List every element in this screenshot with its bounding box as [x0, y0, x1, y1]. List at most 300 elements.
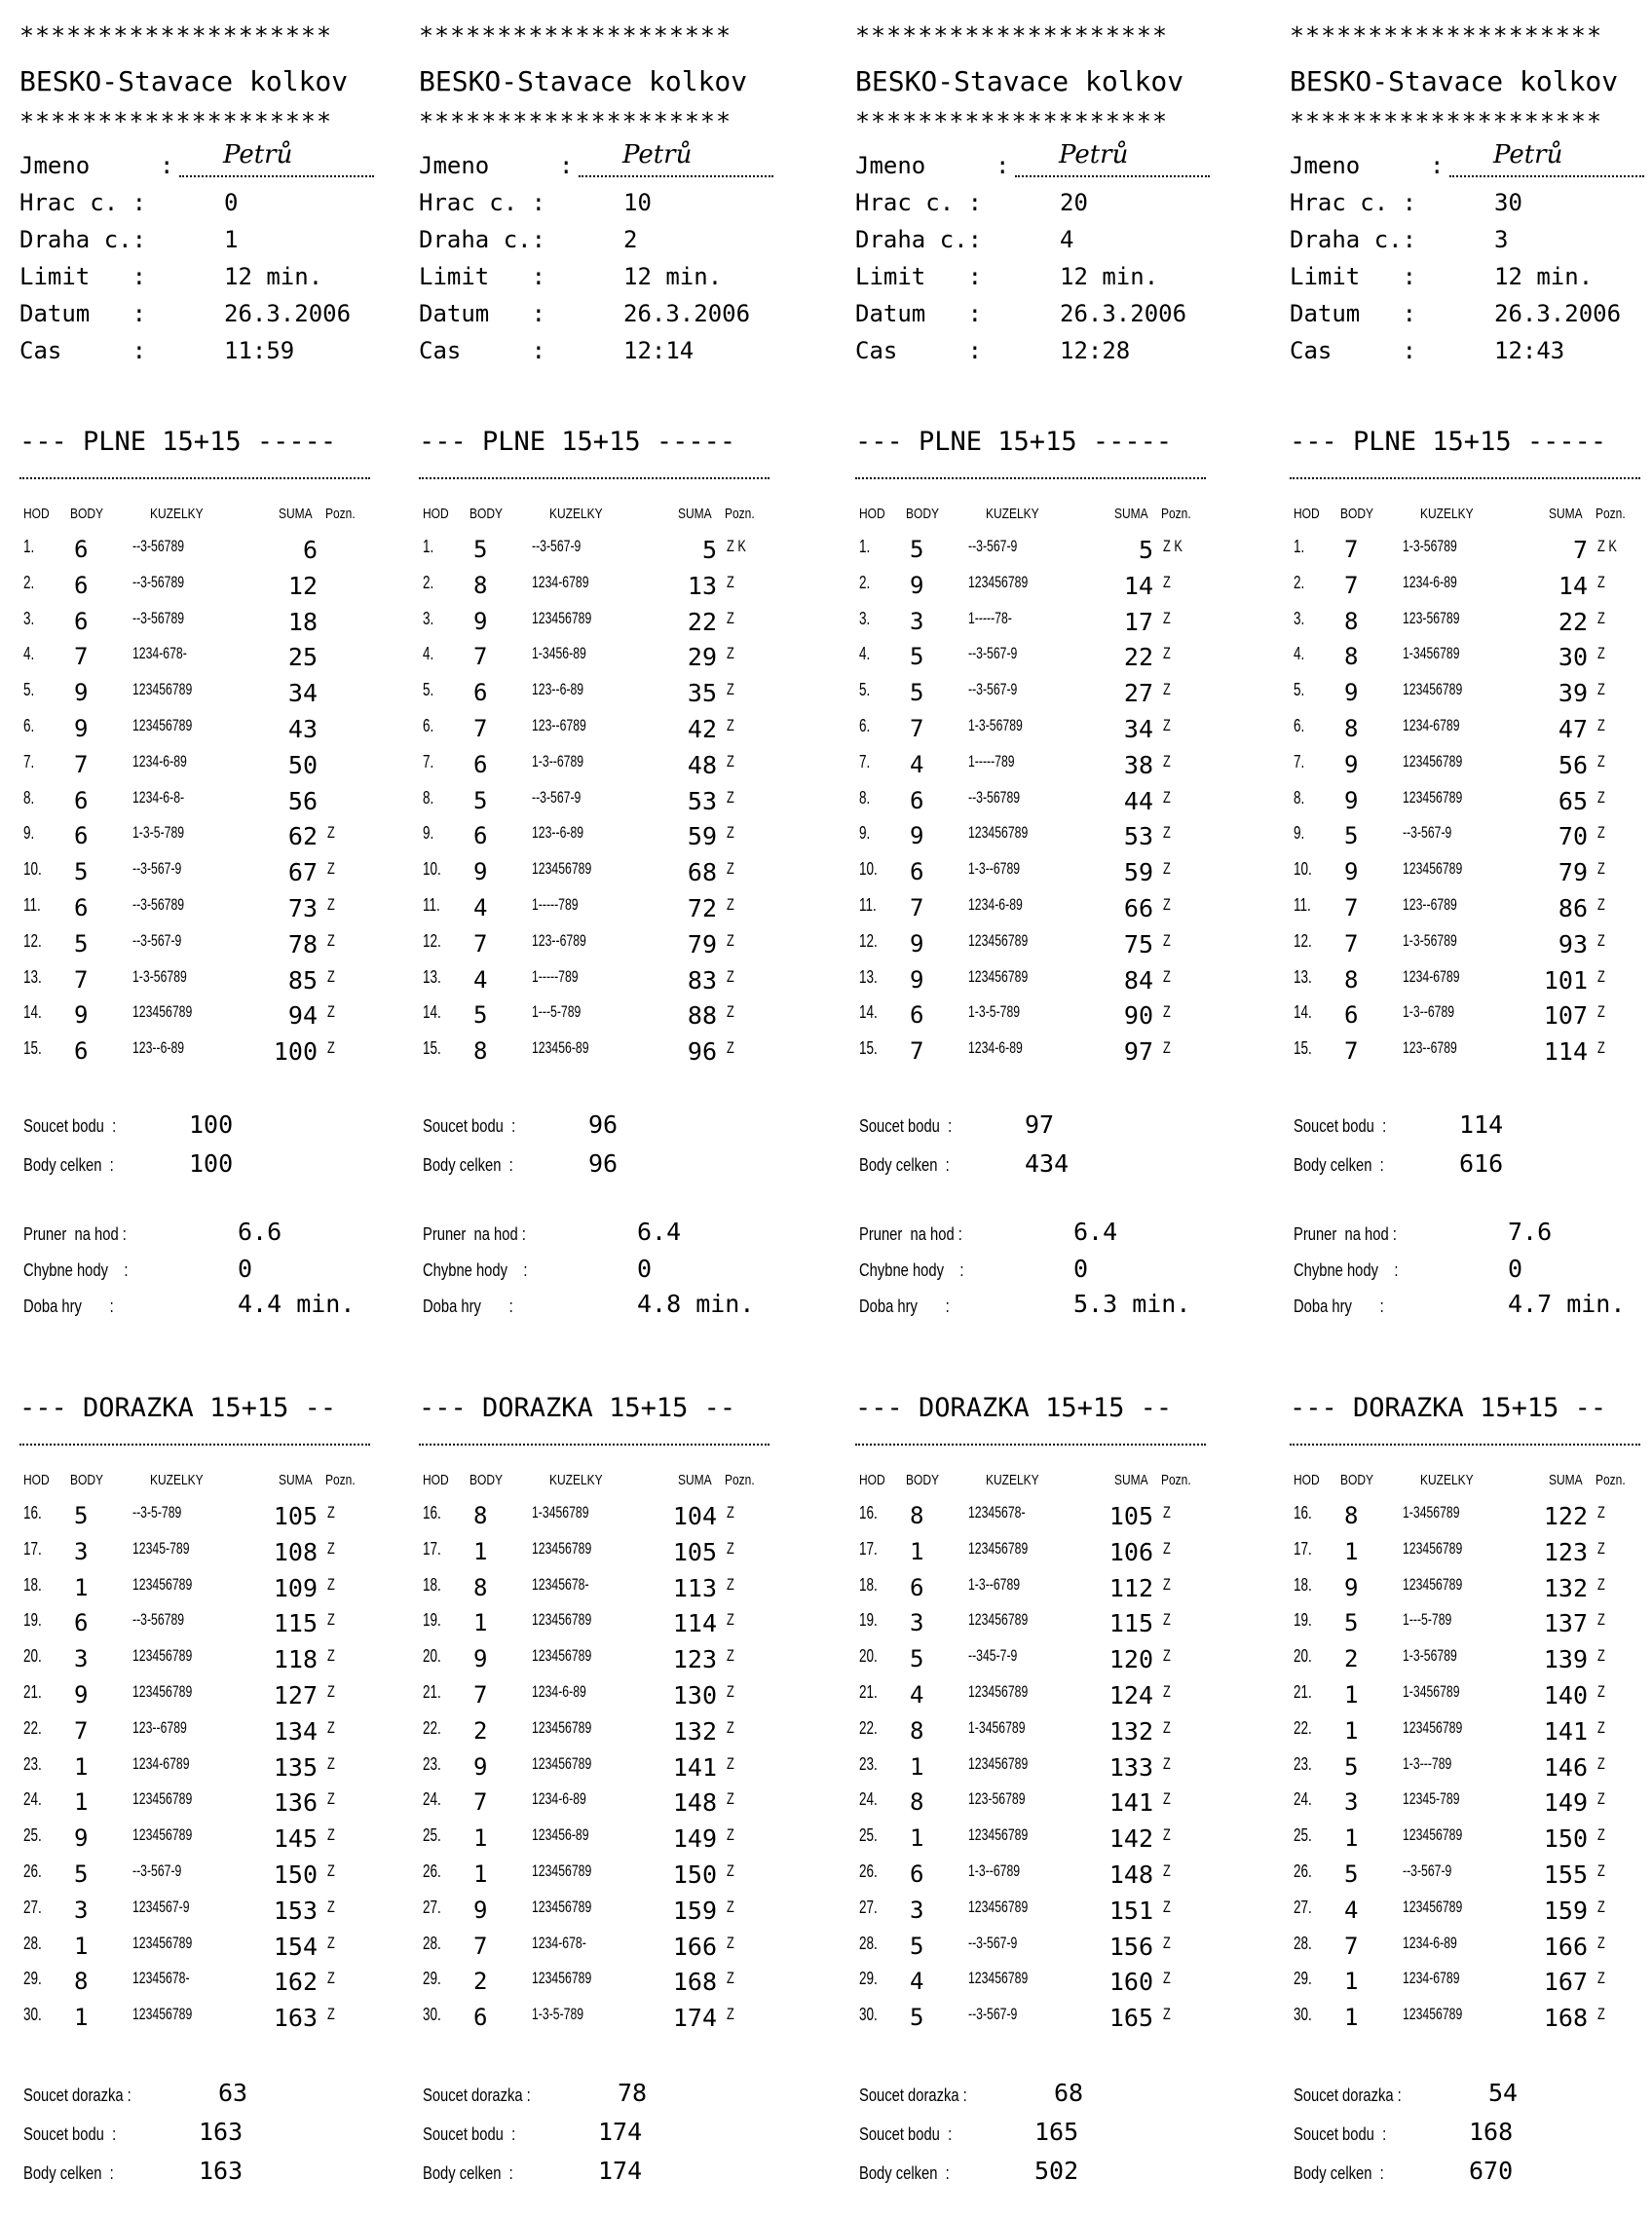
throw-number: 14.	[1294, 1002, 1312, 1023]
stars-line: ********************	[1290, 21, 1603, 50]
chybne-value: 0	[1073, 1255, 1089, 1283]
dorazka-row	[14, 2006, 403, 2041]
running-total: 112	[1108, 1573, 1153, 1602]
running-total: 168	[1543, 2004, 1588, 2033]
pins-value: 9	[473, 1752, 488, 1781]
pins-value: 5	[74, 929, 89, 958]
note: Z	[1163, 751, 1171, 770]
dorazka-row	[413, 2006, 803, 2041]
pins-value: 4	[910, 1681, 924, 1709]
running-total: 141	[1543, 1716, 1588, 1746]
throw-number: 17.	[423, 1538, 441, 1559]
dorazka-row	[413, 1537, 803, 1575]
running-total: 29	[687, 643, 717, 672]
dorazka-row	[849, 2006, 1239, 2041]
pins-value: 8	[910, 1502, 924, 1529]
running-total: 156	[1108, 1932, 1153, 1961]
note: Z	[1597, 1897, 1605, 1916]
chybne-label: Chybne hody :	[423, 1260, 528, 1280]
plne-row	[413, 860, 803, 895]
running-total: 13	[687, 571, 717, 600]
dorazka-row	[849, 1683, 1239, 1718]
stars-line: ********************	[19, 107, 333, 135]
dorazka-header: --- DORAZKA 15+15 --	[1290, 1393, 1607, 1423]
note: Z	[727, 966, 734, 986]
running-total: 115	[1108, 1609, 1153, 1638]
throw-number: 5.	[859, 680, 871, 700]
note: Z	[327, 1933, 335, 1952]
pins-value: 5	[74, 1860, 89, 1888]
note: Z	[727, 1538, 734, 1558]
dorazka-row	[1284, 2006, 1652, 2041]
throw-number: 9.	[859, 823, 871, 844]
plne-row	[14, 896, 403, 931]
pins-value: 9	[910, 571, 924, 599]
running-total: 114	[672, 1609, 717, 1638]
pins-value: 7	[473, 1932, 488, 1960]
soucet-bodu-value: 114	[1459, 1110, 1504, 1139]
pins-value: 1	[473, 1609, 488, 1637]
stars-line: ********************	[419, 107, 732, 135]
throw-number: 30.	[423, 2005, 441, 2025]
running-total: 22	[687, 607, 717, 636]
throw-number: 18.	[859, 1574, 878, 1595]
pins-value: 4	[1344, 1896, 1359, 1924]
dorazka-row	[14, 1970, 403, 2005]
throw-number: 3.	[859, 608, 871, 628]
plne-row	[1284, 717, 1652, 752]
pins-value: 6	[74, 1609, 89, 1637]
dorazka-row	[849, 1611, 1239, 1646]
running-total: 123	[1543, 1537, 1588, 1566]
note: Z	[327, 2005, 335, 2024]
dorazka-row	[413, 1790, 803, 1825]
pins-pattern: --3-56789	[968, 787, 1021, 807]
col-suma: SUMA	[279, 1472, 313, 1488]
pins-value: 9	[74, 1824, 89, 1853]
name-dots	[579, 175, 773, 177]
player-name: Petrů	[1059, 140, 1129, 169]
throw-number: 11.	[859, 895, 877, 915]
pins-value: 8	[1344, 643, 1359, 671]
dorazka-row	[1284, 1790, 1652, 1825]
pins-pattern: 1234567-9	[132, 1897, 190, 1916]
running-total: 123	[672, 1645, 717, 1674]
pins-value: 9	[910, 965, 924, 994]
throw-number: 25.	[1294, 1825, 1312, 1846]
plne-row	[413, 538, 803, 573]
note: Z	[1163, 680, 1171, 699]
running-total: 6	[302, 536, 318, 564]
running-total: 79	[1558, 858, 1588, 887]
pins-value: 7	[910, 894, 924, 921]
note: Z	[727, 1861, 734, 1880]
body-celkem-value: 616	[1459, 1149, 1504, 1178]
plne-row	[1284, 1003, 1652, 1038]
throw-number: 16.	[423, 1503, 441, 1522]
note: Z	[1597, 751, 1605, 770]
soucet-dorazka-label: Soucet dorazka :	[23, 2085, 131, 2105]
plne-row	[849, 645, 1239, 680]
throw-number: 28.	[23, 1933, 42, 1953]
body-celkem-label: Body celken :	[859, 1155, 950, 1175]
throw-number: 17.	[23, 1538, 42, 1559]
running-total: 141	[672, 1752, 717, 1782]
pins-value: 1	[74, 1932, 89, 1960]
soucet-bodu-label: Soucet bodu :	[23, 1116, 117, 1136]
running-total: 30	[1558, 643, 1588, 672]
chybne-label: Chybne hody :	[23, 1260, 129, 1280]
soucet-bodu-value: 174	[598, 2118, 643, 2146]
dorazka-row	[14, 1898, 403, 1934]
body-celkem-value: 434	[1025, 1149, 1070, 1178]
note: Z	[1597, 680, 1605, 699]
plne-header: --- PLNE 15+15 -----	[1290, 427, 1607, 457]
pins-pattern: 123456789	[132, 680, 193, 699]
note: Z	[727, 1753, 734, 1773]
pins-pattern: 123456789	[1403, 1717, 1463, 1737]
player-label: Hrac c. :	[19, 189, 147, 216]
note: Z	[1597, 1861, 1605, 1880]
pins-pattern: 12345678-	[132, 1969, 190, 1988]
time-label: Cas :	[19, 337, 147, 364]
soucet-dorazka-label: Soucet dorazka :	[1294, 2085, 1402, 2105]
pins-pattern: 1234-6-89	[532, 1789, 586, 1809]
throw-number: 8.	[423, 787, 434, 808]
prumer-value: 6.6	[238, 1218, 282, 1246]
plne-row	[1284, 681, 1652, 716]
dorazka-row	[413, 1611, 803, 1646]
throw-number: 29.	[23, 1969, 42, 1989]
running-total: 12	[287, 571, 318, 600]
pins-pattern: 123456789	[532, 608, 592, 627]
pins-value: 5	[1344, 1860, 1359, 1888]
running-total: 136	[273, 1788, 318, 1818]
col-pozn: Pozn.	[725, 1472, 755, 1488]
pins-pattern: 123456789	[968, 1897, 1029, 1916]
note: Z	[1163, 823, 1171, 843]
pins-value: 5	[74, 1502, 89, 1529]
pins-pattern: 123456789	[968, 1610, 1029, 1630]
running-total: 43	[287, 715, 318, 743]
note: Z	[727, 2005, 734, 2024]
note: Z	[1597, 644, 1605, 663]
throw-number: 20.	[423, 1646, 441, 1667]
plne-row	[14, 538, 403, 573]
pins-pattern: 123456789	[968, 930, 1029, 950]
throw-number: 16.	[23, 1503, 42, 1522]
pins-pattern: --3-567-9	[1403, 1861, 1452, 1880]
stars-line: ********************	[855, 107, 1169, 135]
plne-row	[14, 860, 403, 895]
pins-pattern: 12345-789	[132, 1538, 190, 1558]
col-body: BODY	[70, 506, 104, 522]
throw-number: 10.	[859, 859, 878, 880]
throw-number: 12.	[423, 930, 441, 951]
pins-pattern: 123456789	[1403, 1897, 1463, 1916]
running-total: 153	[273, 1896, 318, 1925]
name-colon: :	[1430, 152, 1445, 179]
pins-value: 3	[74, 1896, 89, 1924]
pins-pattern: 123456789	[532, 1646, 592, 1666]
pins-pattern: 1-3456789	[532, 1503, 589, 1522]
dorazka-rule	[19, 1444, 370, 1446]
note: Z	[327, 823, 335, 843]
note: Z	[327, 1038, 335, 1058]
note: Z	[727, 1897, 734, 1916]
col-pozn: Pozn.	[1161, 1472, 1191, 1488]
dorazka-row	[849, 1573, 1239, 1611]
pins-pattern: --3-56789	[132, 895, 185, 914]
note: Z K	[1163, 537, 1183, 555]
dorazka-header: --- DORAZKA 15+15 --	[855, 1393, 1173, 1423]
note: Z	[1163, 1503, 1171, 1522]
running-total: 150	[273, 1860, 318, 1889]
running-total: 113	[672, 1573, 717, 1602]
running-total: 5	[701, 536, 717, 564]
pins-pattern: --3-567-9	[132, 1861, 182, 1880]
running-total: 142	[1108, 1824, 1153, 1854]
note: Z	[1597, 823, 1605, 843]
running-total: 132	[1108, 1716, 1153, 1746]
pins-pattern: --3-567-9	[1403, 823, 1452, 843]
note: Z	[1163, 1861, 1171, 1880]
note: Z	[727, 608, 734, 627]
running-total: 42	[687, 715, 717, 743]
throw-number: 13.	[1294, 966, 1312, 987]
pins-pattern: 123456789	[968, 966, 1029, 986]
dorazka-row	[14, 1683, 403, 1718]
pins-pattern: 1234-6789	[532, 572, 589, 591]
dorazka-row	[14, 1716, 403, 1754]
pins-pattern: 1-3456789	[968, 1717, 1026, 1737]
name-dots	[1015, 175, 1210, 177]
note: Z K	[727, 537, 746, 555]
pins-pattern: 1234-6789	[1403, 716, 1460, 734]
note: Z	[327, 1969, 335, 1988]
running-total: 107	[1543, 1001, 1588, 1031]
lane-label: Draha c.:	[1290, 226, 1417, 253]
col-kuzelky: KUZELKY	[150, 1472, 204, 1488]
limit-value: 12 min.	[1060, 263, 1159, 290]
running-total: 96	[687, 1037, 717, 1067]
limit-label: Limit :	[419, 263, 546, 290]
plne-row	[413, 750, 803, 788]
pins-value: 8	[1344, 965, 1359, 994]
dorazka-row	[14, 1862, 403, 1898]
pins-pattern: --3-567-9	[968, 2005, 1018, 2024]
dorazka-rule	[855, 1444, 1206, 1446]
pins-pattern: 1-3---789	[1403, 1753, 1452, 1773]
note: Z	[727, 1682, 734, 1701]
pins-value: 6	[74, 822, 89, 850]
running-total: 120	[1108, 1645, 1153, 1674]
pins-value: 1	[74, 2004, 89, 2032]
pins-value: 4	[473, 894, 488, 921]
plne-row	[14, 607, 403, 645]
note: Z	[327, 1717, 335, 1737]
running-total: 94	[287, 1001, 318, 1031]
pins-pattern: 1-----789	[968, 751, 1015, 770]
throw-number: 28.	[423, 1933, 441, 1953]
running-total: 25	[287, 643, 318, 672]
throw-number: 25.	[423, 1825, 441, 1846]
running-total: 168	[672, 1968, 717, 1997]
running-total: 53	[687, 786, 717, 815]
throw-number: 6.	[1294, 716, 1305, 735]
pins-value: 1	[1344, 1716, 1359, 1745]
col-pozn: Pozn.	[1596, 506, 1626, 522]
plne-row	[849, 571, 1239, 609]
prumer-label: Pruner na hod :	[423, 1224, 526, 1244]
throw-number: 4.	[423, 644, 434, 664]
col-body: BODY	[906, 506, 940, 522]
throw-number: 4.	[859, 644, 871, 664]
col-kuzelky: KUZELKY	[549, 1472, 603, 1488]
col-kuzelky: KUZELKY	[1420, 1472, 1474, 1488]
throw-number: 22.	[23, 1717, 42, 1738]
pins-pattern: 1-3--6789	[968, 1861, 1021, 1880]
note: Z	[1163, 1610, 1171, 1630]
note: Z	[1597, 572, 1605, 591]
pins-value: 7	[74, 1716, 89, 1745]
pins-pattern: 123456789	[132, 1574, 193, 1594]
note: Z	[1597, 1753, 1605, 1773]
pins-value: 6	[74, 607, 89, 635]
soucet-dorazka-value: 63	[218, 2079, 248, 2107]
chybne-label: Chybne hody :	[859, 1260, 964, 1280]
pins-pattern: 123456789	[532, 859, 592, 879]
running-total: 88	[687, 1001, 717, 1031]
running-total: 75	[1123, 929, 1153, 958]
note: Z	[1597, 1002, 1605, 1022]
plne-row	[413, 645, 803, 680]
pins-value: 9	[1344, 679, 1359, 707]
running-total: 17	[1123, 607, 1153, 636]
pins-value: 1	[910, 1824, 924, 1853]
running-total: 56	[1558, 750, 1588, 779]
pins-pattern: 1-3-56789	[1403, 537, 1457, 555]
date-value: 26.3.2006	[1494, 300, 1622, 327]
throw-number: 24.	[23, 1789, 42, 1810]
pins-pattern: 1234-6-89	[132, 751, 187, 770]
soucet-bodu-value: 96	[588, 1110, 619, 1139]
dorazka-row	[1284, 1537, 1652, 1575]
throw-number: 3.	[1294, 608, 1305, 628]
plne-rule	[1290, 477, 1640, 479]
plne-row	[849, 1039, 1239, 1074]
plne-row	[1284, 750, 1652, 788]
pins-pattern: 123456789	[1403, 1825, 1463, 1845]
throw-number: 21.	[23, 1682, 42, 1702]
dorazka-row	[413, 1862, 803, 1898]
soucet-bodu-value: 100	[189, 1110, 234, 1139]
throw-number: 9.	[23, 823, 35, 844]
note: Z	[727, 1717, 734, 1737]
player-name: Petrů	[223, 140, 293, 169]
pins-value: 8	[910, 1716, 924, 1745]
pins-pattern: 123456789	[968, 1825, 1029, 1845]
lane-label: Draha c.:	[855, 226, 983, 253]
ticket-title: BESKO-Stavace kolkov	[419, 65, 748, 97]
plne-row	[14, 750, 403, 788]
pins-value: 8	[74, 1968, 89, 1996]
pins-value: 9	[473, 1645, 488, 1673]
throw-number: 30.	[859, 2005, 878, 2025]
pins-pattern: --3-567-9	[968, 1933, 1018, 1952]
pins-pattern: 123--6-89	[532, 823, 584, 843]
pins-pattern: --3-567-9	[532, 537, 582, 555]
throw-number: 4.	[23, 644, 35, 664]
pins-value: 8	[1344, 715, 1359, 742]
running-total: 105	[273, 1502, 318, 1530]
body-celkem-label: Body celken :	[423, 2163, 513, 2183]
body-celkem-label: Body celken :	[423, 1155, 513, 1175]
plne-row	[413, 1039, 803, 1074]
note: Z	[1597, 859, 1605, 879]
note: Z	[1597, 895, 1605, 914]
player-label: Hrac c. :	[1290, 189, 1417, 216]
body-celkem-value: 174	[598, 2157, 643, 2185]
dorazka-row	[413, 1573, 803, 1611]
pins-pattern: 123--6789	[1403, 895, 1457, 914]
dorazka-row	[14, 1932, 403, 1970]
pins-pattern: --3-567-9	[132, 859, 182, 879]
dorazka-row	[849, 1970, 1239, 2005]
note: Z	[1597, 1646, 1605, 1666]
running-total: 14	[1558, 571, 1588, 600]
limit-label: Limit :	[855, 263, 983, 290]
throw-number: 18.	[423, 1574, 441, 1595]
throw-number: 29.	[423, 1969, 441, 1989]
throw-number: 21.	[423, 1682, 441, 1702]
note: Z	[1163, 1933, 1171, 1952]
dorazka-row	[1284, 1504, 1652, 1539]
dorazka-row	[413, 1647, 803, 1682]
lane-label: Draha c.:	[419, 226, 546, 253]
body-celkem-value: 670	[1469, 2157, 1514, 2185]
note: Z	[1163, 787, 1171, 807]
plne-row	[1284, 645, 1652, 680]
throw-number: 10.	[1294, 859, 1312, 880]
throw-number: 28.	[859, 1933, 878, 1953]
soucet-bodu-label: Soucet bodu :	[859, 1116, 953, 1136]
running-total: 139	[1543, 1645, 1588, 1674]
running-total: 62	[287, 822, 318, 851]
time-label: Cas :	[419, 337, 546, 364]
pins-pattern: 1234-6-89	[1403, 1933, 1457, 1952]
running-total: 7	[1572, 536, 1588, 564]
dorazka-row	[413, 1683, 803, 1718]
running-total: 135	[273, 1752, 318, 1782]
plne-row	[849, 786, 1239, 824]
body-celkem-value: 96	[588, 1149, 619, 1178]
ticket	[1284, 0, 1652, 2217]
running-total: 67	[287, 858, 318, 887]
note: Z	[1163, 1538, 1171, 1558]
note: Z	[1597, 1574, 1605, 1594]
throw-number: 14.	[859, 1002, 878, 1023]
running-total: 115	[273, 1609, 318, 1638]
note: Z	[727, 1002, 734, 1022]
throw-number: 27.	[423, 1897, 441, 1917]
note: Z	[1597, 1717, 1605, 1737]
running-total: 159	[672, 1896, 717, 1925]
col-hod: HOD	[23, 1472, 50, 1488]
pins-value: 9	[74, 679, 89, 707]
throw-number: 5.	[23, 680, 35, 700]
plne-row	[14, 965, 403, 1003]
